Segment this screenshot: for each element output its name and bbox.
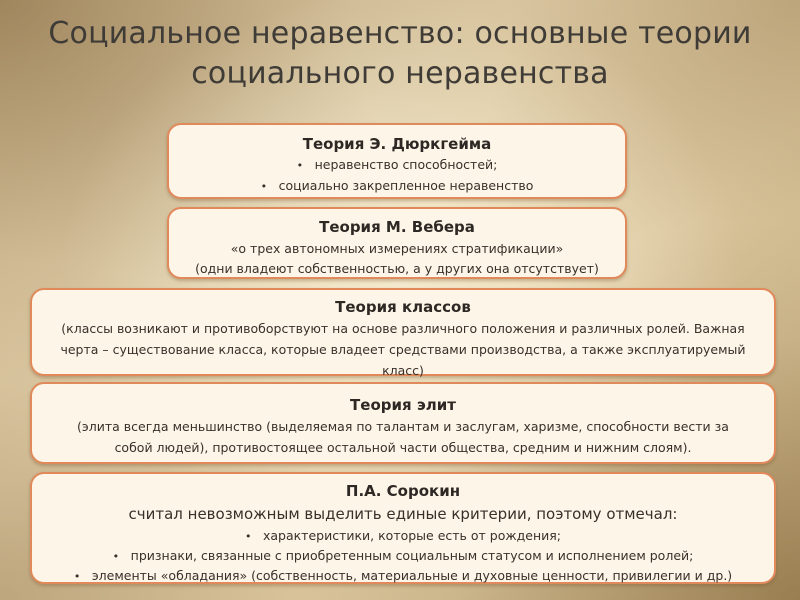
slide-title-line2: социального неравенства <box>191 56 609 91</box>
elite-theory-text-line: собой людей), противостоящее остальной части общества, средним и нижним слоям). <box>114 440 692 455</box>
sorokin-heading: П.А. Сорокин <box>345 482 461 500</box>
class-theory-text-line: класс) <box>382 363 424 378</box>
durkheim-item <box>169 155 625 176</box>
sorokin-item-text: признаки, связанные с приобретенным социальным статусом и исполнением ролей; <box>130 548 694 563</box>
sorokin-intro: считал невозможным выделить единые критерии, поэтому отмечал: <box>128 505 678 523</box>
slide-title-line1: Социальное неравенство: основные теории <box>48 16 752 51</box>
class-theory-heading: Теория классов <box>335 298 471 316</box>
elite-theory-text-line: (элита всегда меньшинство (выделяемая по талантам и заслугам, харизме, способности вести за <box>77 419 729 434</box>
bullet-icon: • <box>296 159 304 172</box>
durkheim-item <box>169 176 625 197</box>
sorokin-item-text: характеристики, которые есть от рождения; <box>262 528 562 543</box>
sorokin-item <box>42 526 764 546</box>
durkheim-item-text: неравенство способностей; <box>314 157 498 172</box>
weber-text-line: «о трех автономных измерениях стратификации» <box>230 241 564 256</box>
weber-text-line: (одни владеют собственностью, а у других она отсутствует) <box>195 261 599 276</box>
sorokin-item-text: элементы «обладания» (собственность, материальные и духовные ценности, привилегии и др.) <box>91 568 733 583</box>
weber-theory-box <box>167 207 627 279</box>
sorokin-box <box>30 472 776 584</box>
sorokin-item <box>42 546 764 566</box>
durkheim-item-text: социально закрепленное неравенство <box>278 178 534 193</box>
weber-heading: Теория М. Вебера <box>319 218 475 236</box>
bullet-icon: • <box>260 180 268 193</box>
bullet-icon: • <box>73 570 81 583</box>
durkheim-theory-box <box>167 123 627 199</box>
class-theory-box <box>30 288 776 376</box>
elite-theory-box <box>30 382 776 464</box>
slide-title <box>0 14 800 94</box>
sorokin-item <box>42 566 764 586</box>
durkheim-heading: Теория Э. Дюркгейма <box>302 135 492 153</box>
bullet-icon: • <box>112 550 120 563</box>
class-theory-text-line: черта – существование класса, которые владеет средствами производства, а также эксплуатируемый <box>60 342 746 357</box>
class-theory-text-line: (классы возникают и противоборствуют на основе различного положения и различных ролей. Важная <box>61 321 745 336</box>
elite-theory-heading: Теория элит <box>350 396 456 414</box>
bullet-icon: • <box>244 530 252 543</box>
